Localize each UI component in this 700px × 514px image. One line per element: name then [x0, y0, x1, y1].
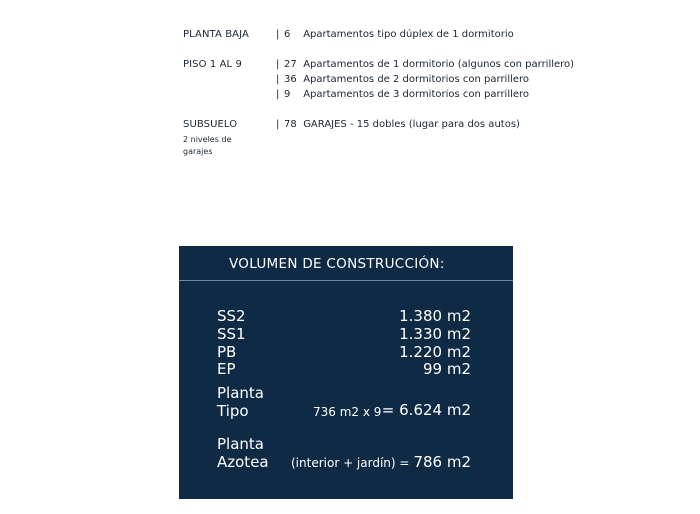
volume-tipo-label-1: Planta: [217, 384, 264, 402]
unit-count: 36: [284, 74, 297, 85]
separator-bar: |: [276, 74, 280, 85]
volume-row-value: 1.330 m2: [399, 325, 471, 343]
unit-sublabel: 2 niveles de garajes: [183, 135, 232, 156]
unit-count: 9: [284, 89, 291, 100]
volume-row-value: 99 m2: [422, 360, 471, 378]
unit-line: [276, 89, 529, 100]
separator-bar: |: [276, 119, 280, 130]
volume-azotea-label-1: Planta: [217, 435, 264, 453]
unit-description: Apartamentos de 3 dormitorios con parrillero: [303, 89, 530, 100]
volume-tipo-formula: 736 m2 x 9: [313, 405, 382, 419]
volume-azotea-formula: (interior + jardín) =: [291, 456, 410, 470]
separator-bar: |: [276, 29, 280, 40]
unit-description: Apartamentos tipo dúplex de 1 dormitorio: [303, 29, 514, 40]
unit-label: PLANTA BAJA: [183, 29, 249, 40]
volume-row-label: PB: [217, 343, 237, 361]
volume-row-value: 1.220 m2: [399, 343, 471, 361]
unit-count: 6: [284, 29, 291, 40]
unit-label: SUBSUELO: [183, 119, 238, 130]
separator-bar: |: [276, 89, 280, 100]
volume-box: [179, 246, 513, 499]
unit-description: Apartamentos de 2 dormitorios con parrillero: [303, 74, 530, 85]
volume-tipo-value: = 6.624 m2: [381, 401, 471, 419]
volume-title: VOLUMEN DE CONSTRUCCIÓN:: [229, 256, 445, 272]
unit-label: PISO 1 AL 9: [183, 59, 242, 70]
separator-bar: |: [276, 59, 280, 70]
volume-row-label: EP: [217, 360, 236, 378]
unit-line: [276, 29, 514, 40]
unit-count: 78: [284, 119, 297, 130]
volume-row-value: 1.380 m2: [399, 307, 471, 325]
unit-line: [276, 59, 574, 70]
volume-row-label: SS1: [217, 325, 246, 343]
unit-description: GARAJES - 15 dobles (lugar para dos autos): [303, 119, 520, 130]
unit-line: [276, 74, 529, 85]
unit-description: Apartamentos de 1 dormitorio (algunos con parrillero): [303, 59, 575, 70]
divider: [179, 280, 513, 281]
volume-azotea-value: 786 m2: [413, 453, 471, 471]
volume-tipo-label-2: Tipo: [217, 402, 249, 420]
volume-azotea-label-2: Azotea: [217, 453, 269, 471]
unit-count: 27: [284, 59, 297, 70]
volume-row-label: SS2: [217, 307, 246, 325]
unit-line: [276, 119, 520, 130]
